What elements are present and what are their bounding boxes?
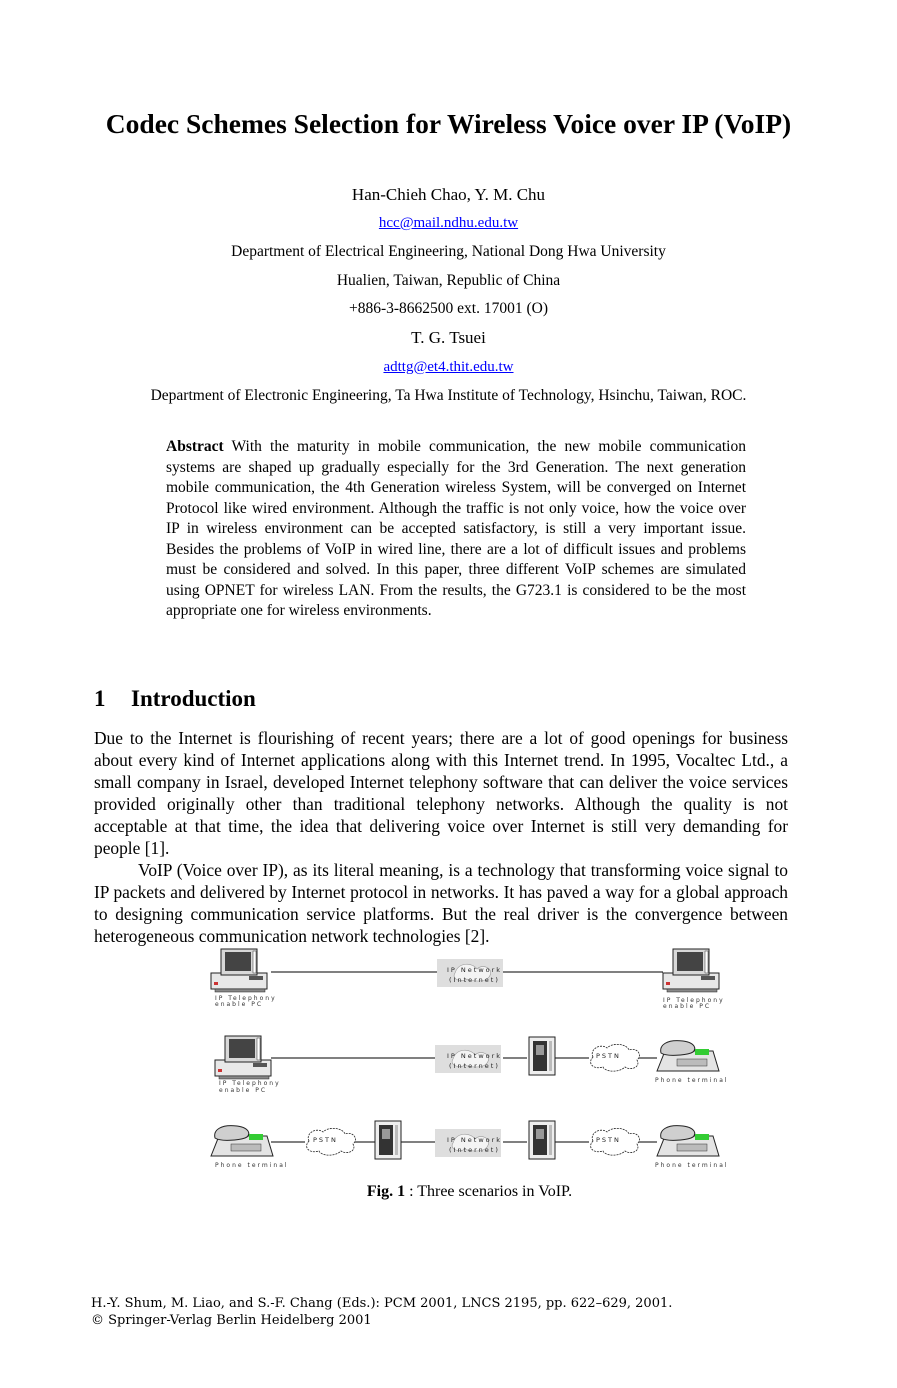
voip-scenarios-figure — [205, 945, 735, 1175]
figure-caption — [0, 1183, 897, 1201]
row2-phone-icon — [657, 1041, 719, 1071]
row1-pc-right-icon — [663, 949, 719, 992]
abstract-label: Abstract — [166, 438, 224, 455]
row3-ipnet-label1: IP Network — [447, 1136, 503, 1144]
intro-paragraph-2: VoIP (Voice over IP), as its literal meaning, is a technology that transforming voice signal to IP packets and delivered by Internet protocol in networks. It has paved a way for a global approach to designing communication service platforms. But the real driver is the convergence between heterogeneous communication network technologies [2]. — [94, 860, 788, 946]
affiliation-2: Department of Electronic Engineering, Ta Hwa Institute of Technology, Hsinchu, Taiwan, ROC. — [150, 387, 747, 404]
row2-phone-label: Phone terminal — [655, 1077, 729, 1084]
email-link-1[interactable]: hcc@mail.ndhu.edu.tw — [378, 215, 519, 231]
footer-citation: H.-Y. Shum, M. Liao, and S.-F. Chang (Eds.): PCM 2001, LNCS 2195, pp. 622–629, 2001. — [91, 1296, 673, 1311]
caption-label: Fig. 1 — [366, 1183, 406, 1200]
row1-pc-left-icon — [211, 949, 267, 992]
section-body — [94, 727, 788, 947]
caption-text: : Three scenarios in VoIP. — [405, 1183, 573, 1200]
row1-ipnet-label1: IP Network — [447, 966, 503, 974]
intro-paragraph-1: Due to the Internet is flourishing of recent years; there are a lot of good openings for business about every kind of Internet applications along with this Internet trend. In 1995, Vocaltec Ltd., a small company in Israel, developed Internet telephony software that can deliver the voice services provided originally other than traditional telephony networks. Although the quality is not acceptable at that time, the idea that delivering voice over Internet is still very demanding for people [1]. — [94, 728, 788, 858]
paper-title: Codec Schemes Selection for Wireless Voice over IP (VoIP) — [105, 108, 792, 139]
section-heading — [94, 686, 256, 712]
abstract-text: With the maturity in mobile communication, the new mobile communication systems are shaped up gradually especially for the 3rd Generation. The next generation mobile communication, the 4th Generation wireless System, will be converged on Internet Protocol like wired environment. Although the traffic is not only voice, how the voice over IP in wireless environment can be accepted satisfactory, is still a very important issue. Besides the problems of VoIP in wired line, there are a lot of difficult issues and problems must be considered and solved. In this paper, three different VoIP schemes are simulated using OPNET for wireless LAN. From the results, the G723.1 is considered to be the most appropriate one for wireless environments. — [166, 438, 746, 619]
row1-pc-right-label1: IP Telephony — [663, 997, 725, 1004]
abstract — [166, 437, 746, 622]
section-title: Introduction — [131, 686, 256, 711]
row2-gateway-icon — [529, 1037, 555, 1075]
row1-pc-left-label1: IP Telephony — [215, 995, 277, 1002]
row3-phone-left-label: Phone terminal — [215, 1162, 289, 1169]
row3-pstn-right-label: PSTN — [596, 1136, 621, 1144]
authors-2: T. G. Tsuei — [411, 328, 486, 347]
row3-ipnet-label2: (Internet) — [449, 1146, 500, 1154]
authors-1: Han-Chieh Chao, Y. M. Chu — [351, 185, 546, 204]
email-link-2[interactable]: adttg@et4.thit.edu.tw — [383, 359, 514, 375]
row2-pc-icon — [215, 1036, 271, 1079]
row3-gateway-left-icon — [375, 1121, 401, 1159]
row2-pstn-label: PSTN — [596, 1052, 621, 1060]
page-footer — [91, 1295, 672, 1329]
phone-number: +886-3-8662500 ext. 17001 (O) — [348, 300, 549, 317]
footer-copyright: © Springer-Verlag Berlin Heidelberg 2001 — [91, 1313, 372, 1328]
row2-pc-label1: IP Telephony — [219, 1080, 281, 1087]
row1-ipnet-label2: (Internet) — [449, 976, 500, 984]
row3-pstn-left-label: PSTN — [313, 1136, 338, 1144]
section-number: 1 — [94, 686, 106, 711]
row3-phone-right-label: Phone terminal — [655, 1162, 729, 1169]
row1-pc-left-label2: enable PC — [215, 1001, 264, 1008]
affiliation-1-line1: Department of Electrical Engineering, National Dong Hwa University — [231, 243, 666, 260]
row3-phone-left-icon — [211, 1126, 273, 1156]
affiliation-1-line2: Hualien, Taiwan, Republic of China — [336, 272, 561, 289]
row1-pc-right-label2: enable PC — [663, 1003, 712, 1010]
row3-gateway-right-icon — [529, 1121, 555, 1159]
row3-phone-right-icon — [657, 1126, 719, 1156]
row2-ipnet-label2: (Internet) — [449, 1062, 500, 1070]
row2-ipnet-label1: IP Network — [447, 1052, 503, 1060]
row2-pc-label2: enable PC — [219, 1087, 268, 1094]
